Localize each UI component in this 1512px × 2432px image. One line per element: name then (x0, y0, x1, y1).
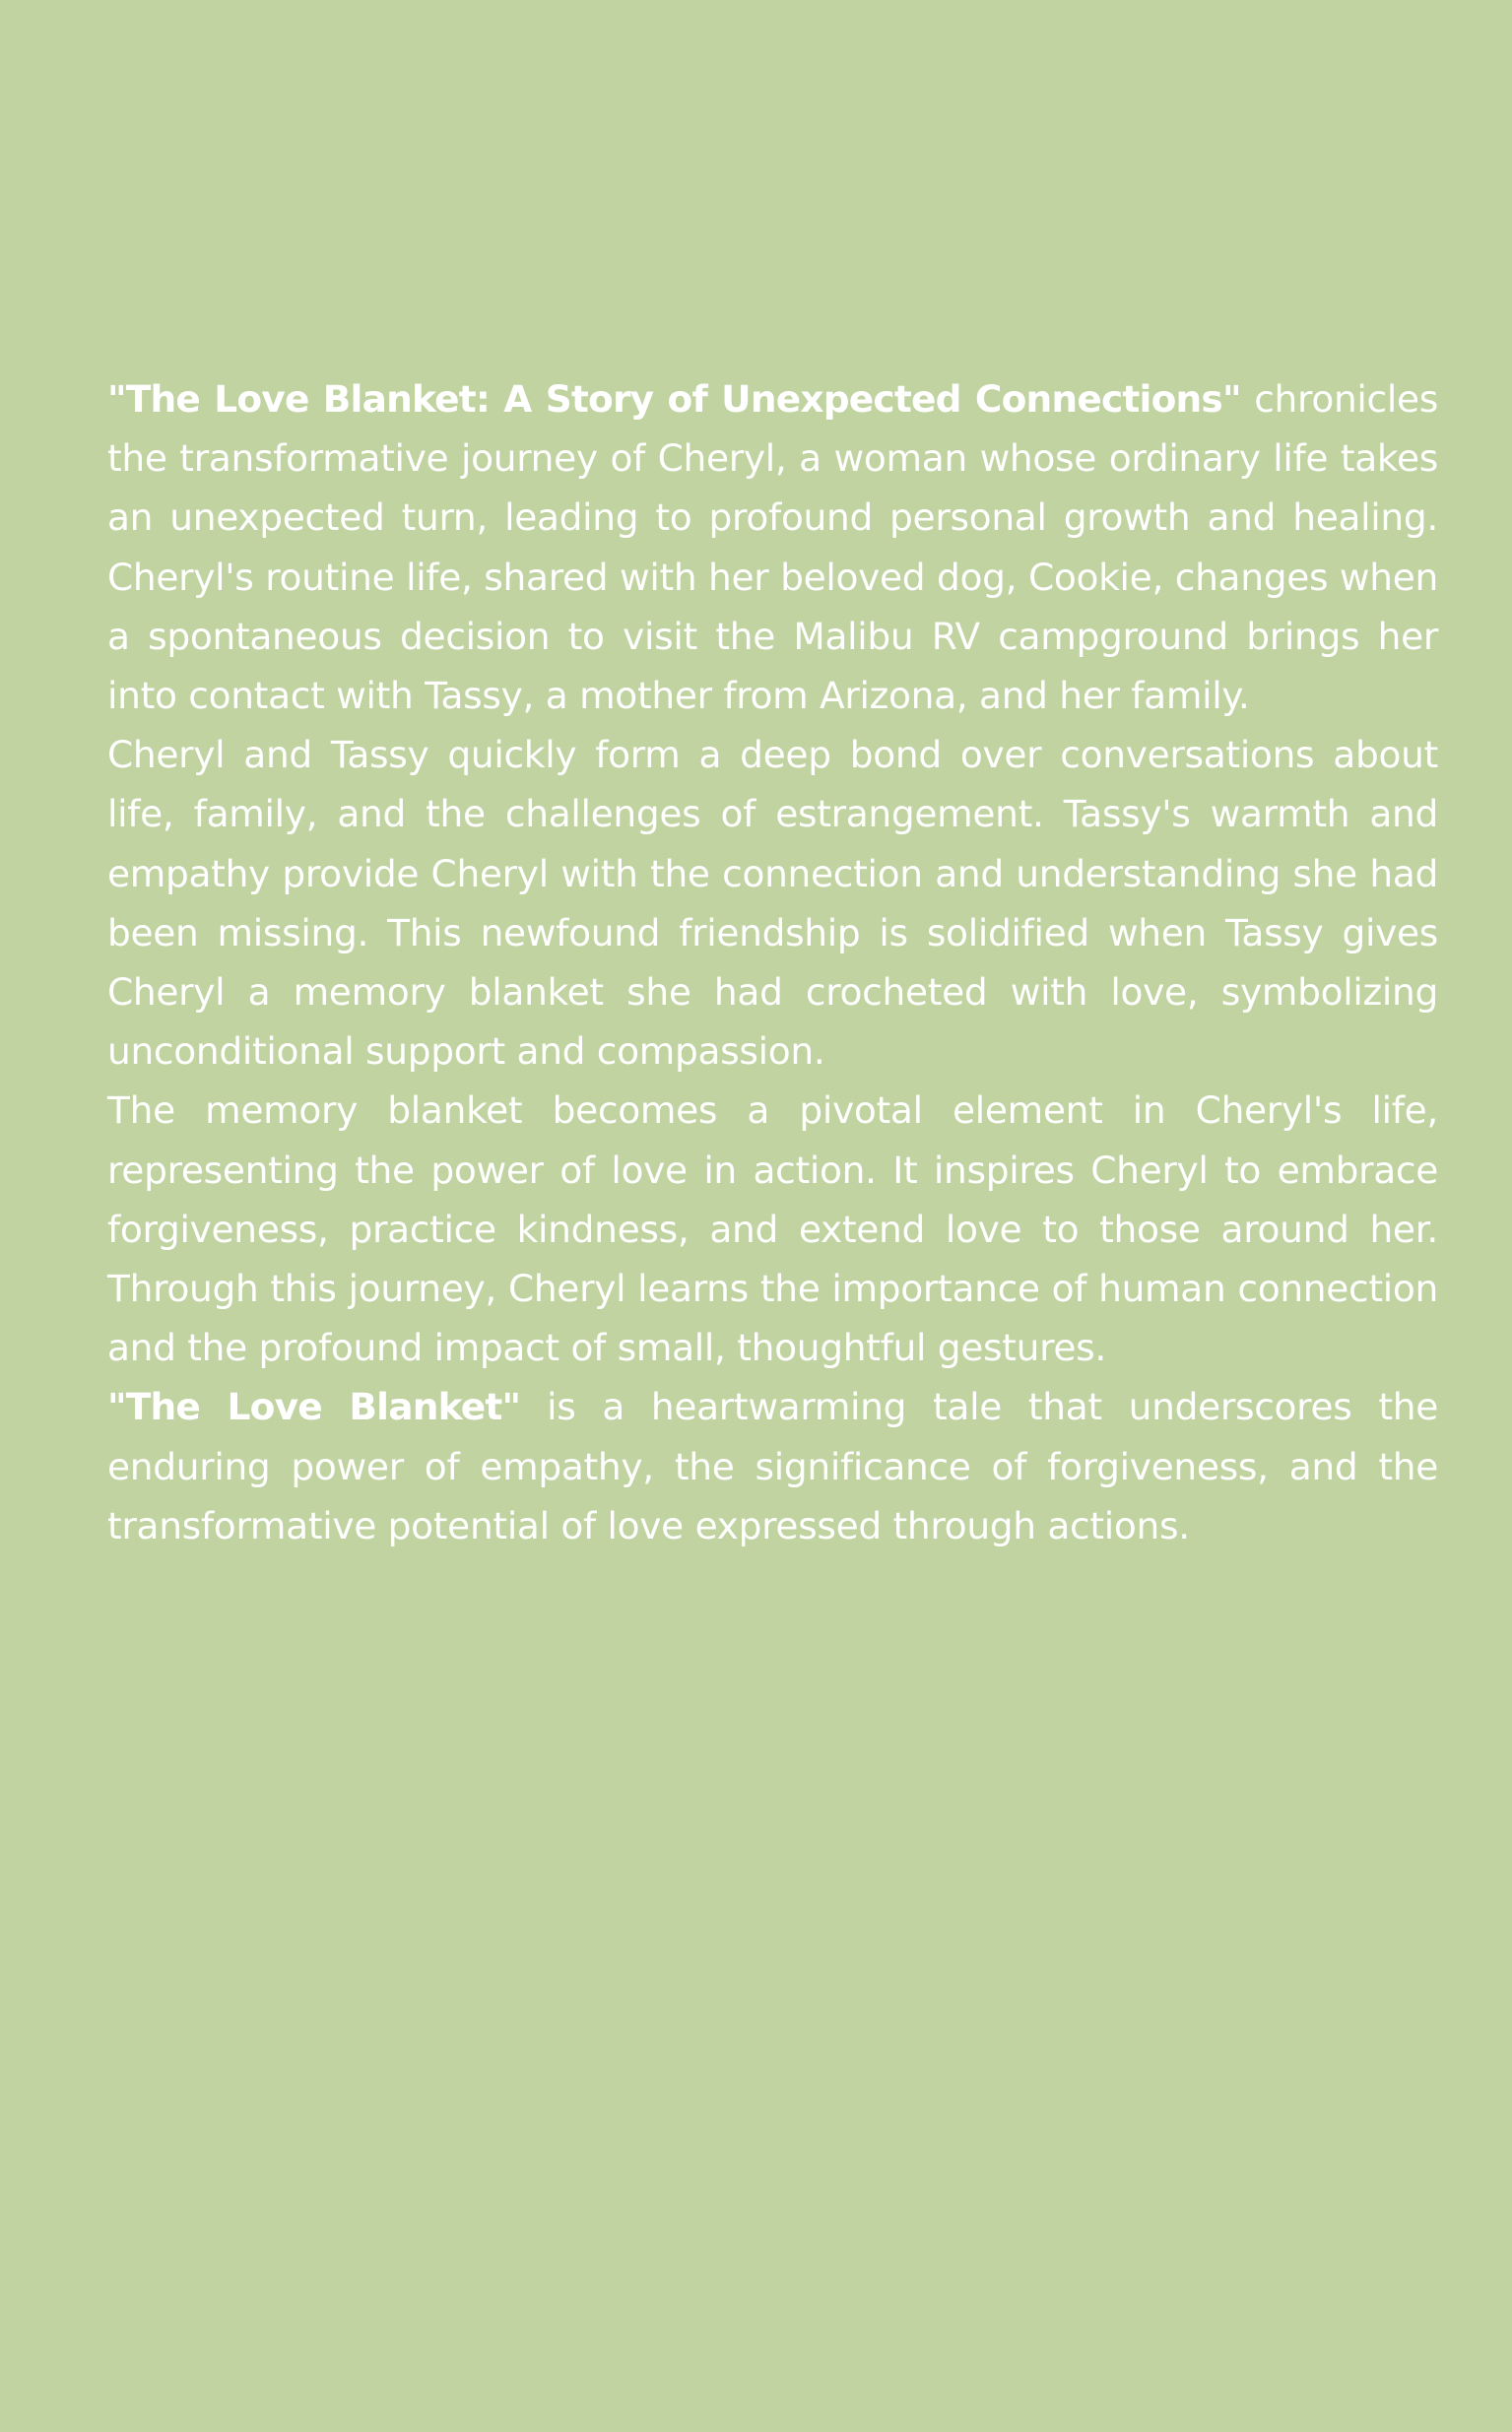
synopsis-paragraph-1 (107, 369, 1438, 725)
synopsis-paragraph-2 (107, 725, 1438, 1081)
synopsis-text (107, 369, 1438, 1555)
paragraph-1-text: chronicles the transformative journey of Cheryl, a woman whose ordinary life takes an unexpected turn, leading to profound personal growth and healing. Cheryl's routine life, shared with her beloved dog, Cookie, changes when a spontaneous decision to visit the Malibu RV campground brings her into contact with Tassy, a mother from Arizona, and her family. (107, 377, 1438, 718)
paragraph-2-text: Cheryl and Tassy quickly form a deep bond over conversations about life, family, and the challenges of estrangement. Tassy's warmth and empathy provide Cheryl with the connection and understanding she had been missing. This newfound friendship is solidified when Tassy gives Cheryl a memory blanket she had crocheted with love, symbolizing unconditional support and compassion. (107, 733, 1438, 1074)
synopsis-paragraph-4 (107, 1377, 1438, 1555)
paragraph-4-text: is a heartwarming tale that underscores the enduring power of empathy, the significance of forgiveness, and the transformative potential of love expressed through actions. (107, 1385, 1438, 1547)
synopsis-paragraph-3 (107, 1081, 1438, 1377)
paragraph-3-text: The memory blanket becomes a pivotal element in Cheryl's life, representing the power of love in action. It inspires Cheryl to embrace forgiveness, practice kindness, and extend love to those around her. Through this journey, Cheryl learns the importance of human connection and the profound impact of small, thoughtful gestures. (107, 1088, 1438, 1370)
book-title-lead: "The Love Blanket: A Story of Unexpected Connections" (107, 377, 1241, 421)
short-title-lead: "The Love Blanket" (107, 1385, 521, 1429)
